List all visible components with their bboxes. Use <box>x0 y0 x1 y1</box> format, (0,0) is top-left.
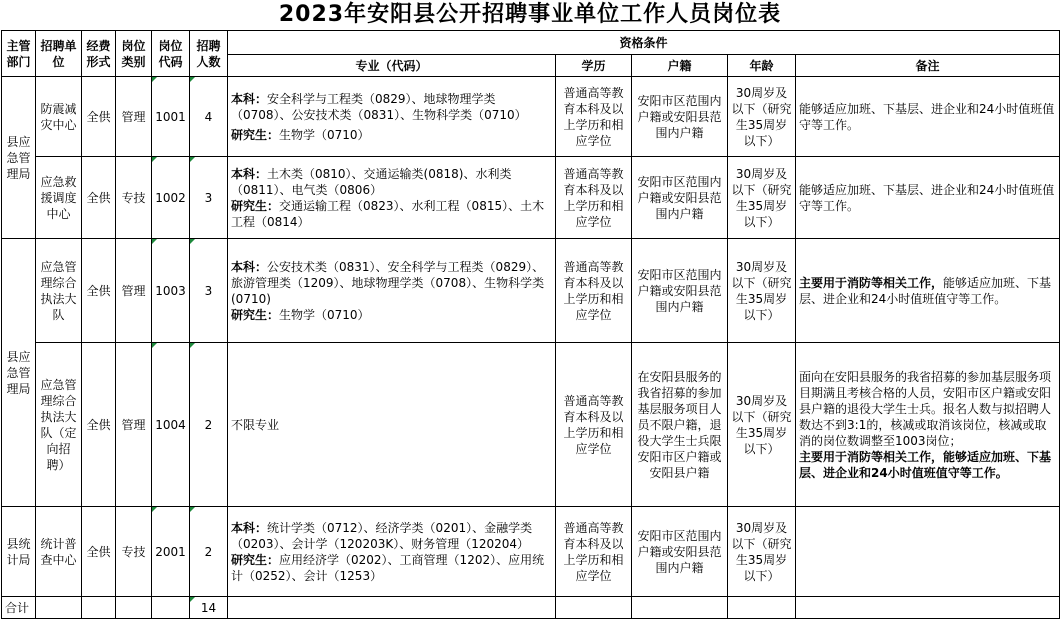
note-text: 面向在安阳县服务的我省招募的参加基层服务项目期满且考核合格的人员，安阳市区户籍或安阳县户籍的退役大学生士兵。报名人数与拟招聘人数达不到3:1的，核减或取消该岗位，核减或取消的岗位数调整至1003岗位； <box>799 369 1052 448</box>
header-major: 专业（代码） <box>228 55 556 77</box>
code-cell: 1004 <box>152 343 190 507</box>
total-row <box>2 597 1060 619</box>
grad-majors: 应用经济学（0202）、工商管理（1202）、应用统计（0252）、会计（1253） <box>231 552 545 583</box>
header-note: 备注 <box>796 55 1060 77</box>
undergrad-label: 本科： <box>231 520 268 535</box>
undergrad-label: 本科： <box>231 91 268 106</box>
note-cell <box>796 507 1060 597</box>
education-cell: 普通高等教育本科及以上学历和相应学位 <box>556 507 632 597</box>
hukou-cell: 在安阳县服务的我省招募的参加基层服务项目人员不限户籍，退役大学生士兵限安阳市区户籍或安阳县户籍 <box>632 343 728 507</box>
code-cell: 1003 <box>152 239 190 343</box>
header-dept: 主管部门 <box>2 31 36 77</box>
note-cell: 能够适应加班、下基层、进企业和24小时值班值守等工作。 <box>796 157 1060 239</box>
code-cell: 1002 <box>152 157 190 239</box>
code-cell: 2001 <box>152 507 190 597</box>
unit-cell: 应急救援调度中心 <box>36 157 82 239</box>
note-cell <box>796 239 1060 343</box>
note-cell: 能够适应加班、下基层、进企业和24小时值班值守等工作。 <box>796 77 1060 157</box>
dept-cell: 县统计局 <box>2 507 36 597</box>
header-category: 岗位类别 <box>116 31 152 77</box>
unit-cell: 应急管理综合执法大队（定向招聘） <box>36 343 82 507</box>
undergrad-majors: 土木类（0810）、交通运输类(0818)、水利类（0811）、电气类（0806） <box>231 166 512 197</box>
education-cell: 普通高等教育本科及以上学历和相应学位 <box>556 239 632 343</box>
header-age: 年龄 <box>728 55 796 77</box>
note-text: 能够适应加班、下基层、进企业和24小时值班值守等工作。 <box>799 275 1052 306</box>
total-count: 14 <box>190 597 228 619</box>
code-cell: 1001 <box>152 77 190 157</box>
undergrad-label: 本科： <box>231 166 268 181</box>
age-cell: 30周岁及以下（研究生35周岁以下） <box>728 239 796 343</box>
grad-label: 研究生： <box>231 307 280 322</box>
major-cell <box>228 157 556 239</box>
grad-majors: 交通运输工程（0823）、水利工程（0815）、土木工程（0814） <box>231 198 545 229</box>
dept-cell: 县应急管理局 <box>2 239 36 507</box>
education-cell: 普通高等教育本科及以上学历和相应学位 <box>556 343 632 507</box>
age-cell: 30周岁及以下（研究生35周岁以下） <box>728 343 796 507</box>
education-cell: 普通高等教育本科及以上学历和相应学位 <box>556 157 632 239</box>
undergrad-majors: 公安技术类（0831）、安全科学与工程类（0829）、旅游管理类（1209）、地球物理学类（0708）、生物科学类(0710) <box>231 259 545 306</box>
grad-majors: 生物学（0710） <box>279 127 370 142</box>
major-cell <box>228 77 556 157</box>
header-qualifications: 资格条件 <box>228 31 1060 55</box>
header-hukou: 户籍 <box>632 55 728 77</box>
header-unit: 招聘单位 <box>36 31 82 77</box>
unit-cell: 应急管理综合执法大队 <box>36 239 82 343</box>
major-cell <box>228 239 556 343</box>
hukou-cell: 安阳市区范围内户籍或安阳县范围内户籍 <box>632 157 728 239</box>
table-row <box>2 77 1060 157</box>
page-title: 2023年安阳县公开招聘事业单位工作人员岗位表 <box>278 2 782 27</box>
table-row <box>2 507 1060 597</box>
fund-cell: 全供 <box>82 507 116 597</box>
hukou-cell: 安阳市区范围内户籍或安阳县范围内户籍 <box>632 77 728 157</box>
table-row <box>2 157 1060 239</box>
count-cell: 3 <box>190 239 228 343</box>
header-fund: 经费形式 <box>82 31 116 77</box>
count-cell: 3 <box>190 157 228 239</box>
grad-label: 研究生： <box>231 198 280 213</box>
age-cell: 30周岁及以下（研究生35周岁以下） <box>728 157 796 239</box>
education-cell: 普通高等教育本科及以上学历和相应学位 <box>556 77 632 157</box>
fund-cell: 全供 <box>82 343 116 507</box>
note-emphasis: 主要用于消防等相关工作， <box>799 275 944 290</box>
count-cell: 2 <box>190 507 228 597</box>
header-education: 学历 <box>556 55 632 77</box>
category-cell: 专技 <box>116 157 152 239</box>
major-cell <box>228 507 556 597</box>
header-count: 招聘人数 <box>190 31 228 77</box>
hukou-cell: 安阳市区范围内户籍或安阳县范围内户籍 <box>632 239 728 343</box>
unit-cell: 统计普查中心 <box>36 507 82 597</box>
undergrad-majors: 统计学类（0712）、经济学类（0201）、金融学类（0203）、会计学（120203K）、财务管理（120204） <box>231 520 533 551</box>
age-cell: 30周岁及以下（研究生35周岁以下） <box>728 507 796 597</box>
count-cell: 4 <box>190 77 228 157</box>
category-cell: 管理 <box>116 239 152 343</box>
fund-cell: 全供 <box>82 157 116 239</box>
fund-cell: 全供 <box>82 239 116 343</box>
undergrad-majors: 安全科学与工程类（0829）、地球物理学类（0708）、公安技术类（0831）、生物科学类（0710） <box>231 91 527 122</box>
note-emphasis: 主要用于消防等相关工作，能够适应加班、下基层、进企业和24小时值班值守等工作。 <box>799 449 1052 480</box>
major-cell: 不限专业 <box>228 343 556 507</box>
category-cell: 管理 <box>116 77 152 157</box>
positions-table <box>1 30 1060 619</box>
undergrad-label: 本科： <box>231 259 268 274</box>
total-label: 合计 <box>2 597 36 619</box>
fund-cell: 全供 <box>82 77 116 157</box>
note-cell <box>796 343 1060 507</box>
header-code: 岗位代码 <box>152 31 190 77</box>
table-row <box>2 343 1060 507</box>
grad-label: 研究生： <box>231 127 280 142</box>
category-cell: 专技 <box>116 507 152 597</box>
count-cell: 2 <box>190 343 228 507</box>
grad-label: 研究生： <box>231 552 280 567</box>
category-cell: 管理 <box>116 343 152 507</box>
hukou-cell: 安阳市区范围内户籍或安阳县范围内户籍 <box>632 507 728 597</box>
age-cell: 30周岁及以下（研究生35周岁以下） <box>728 77 796 157</box>
dept-cell: 县应急管理局 <box>2 77 36 239</box>
grad-majors: 生物学（0710） <box>279 307 370 322</box>
unit-cell: 防震减灾中心 <box>36 77 82 157</box>
table-row <box>2 239 1060 343</box>
